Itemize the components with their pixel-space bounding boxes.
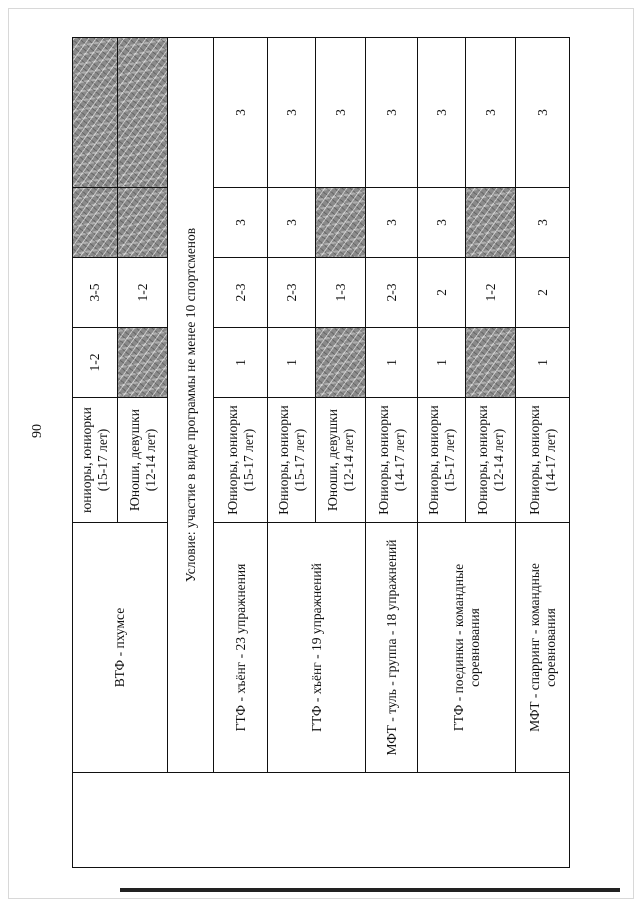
value-cell: 3 xyxy=(214,38,268,188)
value-cell: 1 xyxy=(516,328,570,398)
hatched-cell xyxy=(466,188,516,258)
value-cell: 3 xyxy=(516,188,570,258)
value-cell: 2-3 xyxy=(366,258,418,328)
table-row xyxy=(418,38,466,868)
standards-table xyxy=(72,37,570,868)
value-cell: 1-3 xyxy=(316,258,366,328)
value-cell: 3 xyxy=(366,188,418,258)
value-cell: 2 xyxy=(516,258,570,328)
value-cell: 3 xyxy=(516,38,570,188)
age-group-cell: Юниоры, юниорки (14-17 лет) xyxy=(366,398,418,523)
rotated-page xyxy=(30,38,590,868)
hatched-cell xyxy=(316,328,366,398)
table-row xyxy=(268,38,316,868)
value-cell: 1-2 xyxy=(73,328,118,398)
condition-row xyxy=(168,38,214,868)
value-cell: 1-2 xyxy=(466,258,516,328)
age-group-cell: Юниоры, юниорки (15-17 лет) xyxy=(268,398,316,523)
age-group-cell: Юноши, девушки (12-14 лет) xyxy=(316,398,366,523)
value-cell: 2-3 xyxy=(268,258,316,328)
value-cell: 1 xyxy=(366,328,418,398)
discipline-cell: ГТФ - поединки - командные соревнования xyxy=(418,523,516,773)
value-cell: 1 xyxy=(418,328,466,398)
discipline-cell: МФТ - туль - группа - 18 упражнений xyxy=(366,523,418,773)
value-cell: 3 xyxy=(466,38,516,188)
value-cell: 1 xyxy=(268,328,316,398)
value-cell: 3 xyxy=(418,188,466,258)
age-group-cell: Юниоры, юниорки (15-17 лет) xyxy=(214,398,268,523)
age-group-cell: Юниоры, юниорки (15-17 лет) xyxy=(418,398,466,523)
value-cell: 1-2 xyxy=(118,258,168,328)
value-cell: 3 xyxy=(366,38,418,188)
condition-text: Условие: участие в виде программы не менее 10 спортсменов xyxy=(168,38,214,773)
discipline-cell: МФТ - спарринг - командные соревнования xyxy=(516,523,570,773)
page-number: 90 xyxy=(30,424,45,438)
value-cell: 3 xyxy=(214,188,268,258)
hatched-cell xyxy=(118,328,168,398)
hatched-cell xyxy=(73,188,118,258)
value-cell: 2-3 xyxy=(214,258,268,328)
value-cell: 1 xyxy=(214,328,268,398)
hatched-cell xyxy=(73,38,118,188)
value-cell: 2 xyxy=(418,258,466,328)
discipline-cell: ГТФ - хъёнг - 19 упражнений xyxy=(268,523,366,773)
table-row xyxy=(516,38,570,868)
hatched-cell xyxy=(118,188,168,258)
value-cell: 3 xyxy=(268,188,316,258)
value-cell: 3 xyxy=(268,38,316,188)
age-group-cell: юниоры, юниорки (15-17 лет) xyxy=(73,398,118,523)
scan-edge-line xyxy=(120,888,620,892)
hatched-cell xyxy=(118,38,168,188)
hatched-cell xyxy=(316,188,366,258)
table-row xyxy=(214,38,268,868)
age-group-cell: Юниоры, юниорки (12-14 лет) xyxy=(466,398,516,523)
empty-left-column xyxy=(73,773,570,868)
value-cell: 3 xyxy=(316,38,366,188)
age-group-cell: Юноши, девушки (12-14 лет) xyxy=(118,398,168,523)
value-cell: 3 xyxy=(418,38,466,188)
value-cell: 3-5 xyxy=(73,258,118,328)
discipline-cell: ВТФ - пхумсе xyxy=(73,523,168,773)
hatched-cell xyxy=(466,328,516,398)
table-row xyxy=(73,38,118,868)
table-row xyxy=(366,38,418,868)
age-group-cell: Юниоры, юниорки (14-17 лет) xyxy=(516,398,570,523)
discipline-cell: ГТФ - хъёнг - 23 упражнения xyxy=(214,523,268,773)
